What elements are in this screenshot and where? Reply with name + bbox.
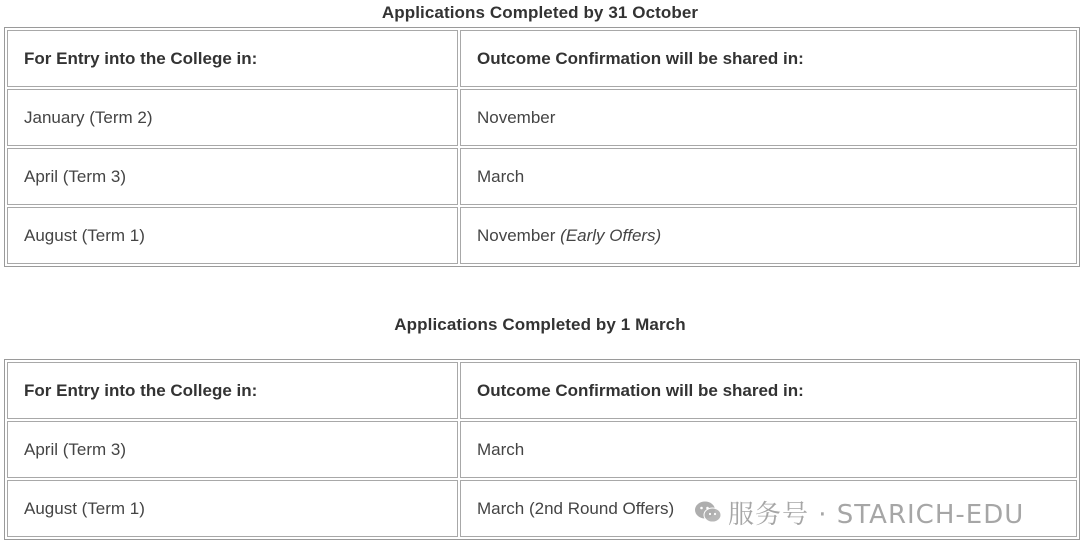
outcome-text: November — [477, 225, 556, 245]
table-row — [7, 148, 1077, 205]
header-outcome: Outcome Confirmation will be shared in: — [460, 362, 1077, 419]
section-title: Applications Completed by 31 October — [381, 3, 699, 22]
outcome-cell — [460, 480, 1077, 537]
outcome-table-october — [4, 27, 1080, 267]
table-header-row — [7, 362, 1077, 419]
entry-cell: April (Term 3) — [7, 148, 458, 205]
header-outcome: Outcome Confirmation will be shared in: — [460, 30, 1077, 87]
outcome-cell — [460, 148, 1077, 205]
outcome-cell — [460, 421, 1077, 478]
entry-cell: August (Term 1) — [7, 480, 458, 537]
header-entry: For Entry into the College in: — [7, 30, 458, 87]
table-header-row — [7, 30, 1077, 87]
entry-cell: January (Term 2) — [7, 89, 458, 146]
outcome-note: (Early Offers) — [560, 225, 662, 245]
outcome-text: March — [477, 439, 525, 459]
table-row — [7, 89, 1077, 146]
outcome-cell — [460, 89, 1077, 146]
table-row — [7, 421, 1077, 478]
outcome-cell — [460, 207, 1077, 264]
header-entry: For Entry into the College in: — [7, 362, 458, 419]
table-row — [7, 207, 1077, 264]
outcome-text: March — [477, 166, 525, 186]
entry-cell: April (Term 3) — [7, 421, 458, 478]
entry-cell: August (Term 1) — [7, 207, 458, 264]
section-title: Applications Completed by 1 March — [394, 315, 686, 334]
outcome-text: March (2nd Round Offers) — [477, 498, 675, 518]
outcome-table-march — [4, 359, 1080, 540]
watermark-text: 服务号 · STARICH-EDU — [728, 499, 1025, 530]
outcome-text: November — [477, 107, 556, 127]
table-row — [7, 480, 1077, 537]
